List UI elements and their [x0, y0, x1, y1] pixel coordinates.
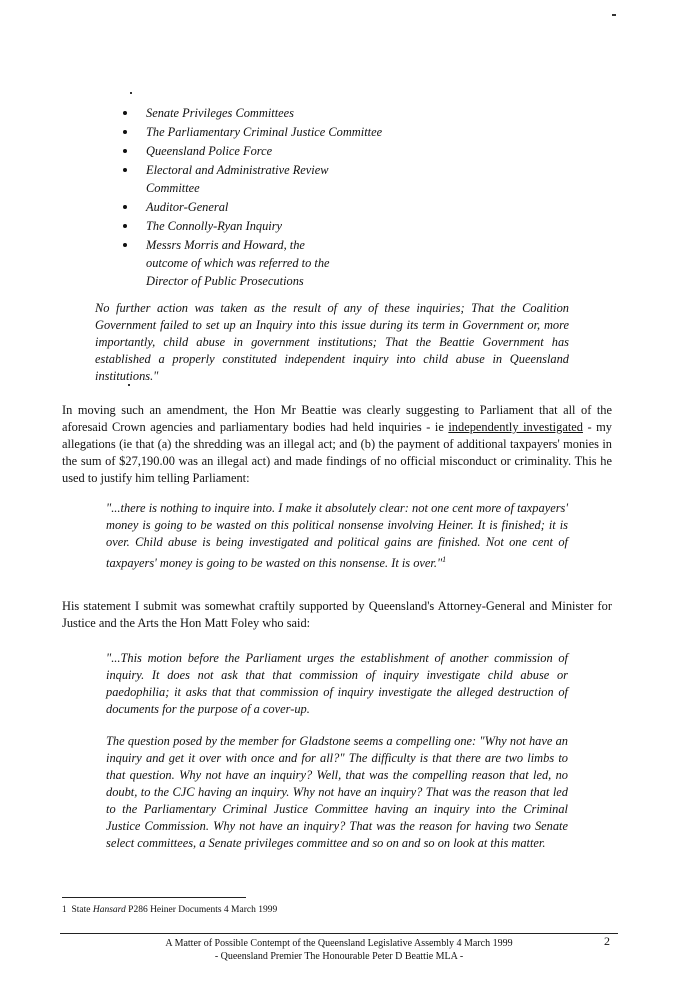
footnote	[62, 903, 277, 916]
bullet-icon	[123, 111, 127, 115]
footnote-text: State	[71, 905, 93, 915]
footnote-divider	[62, 897, 246, 898]
bullet-icon	[123, 149, 127, 153]
list-item	[120, 123, 440, 141]
quote-inquiry-results: No further action was taken as the result of any of these inquiries; That the Coalition Government failed to set up an Inquiry into this issue during its term in Government or, more importantly, child abuse in government institutions; That the Beattie Government has established a properly constituted independent inquiry into child abuse in Queensland institutions."	[95, 301, 569, 383]
footnote-text: P286 Heiner Documents 4 March 1999	[125, 905, 278, 915]
bullet-icon	[123, 168, 127, 172]
bullet-icon	[123, 130, 127, 134]
bullet-icon	[123, 243, 127, 247]
paragraph-text: In moving such an amendment, the Hon Mr Beattie was clearly suggesting to Parliament that all of the aforesaid Crown agencies and parliamentary bodies had held inquiries - ie	[62, 403, 612, 434]
quote-foley-question: The question posed by the member for Gladstone seems a compelling one: "Why not have an inquiry and get it over with once and for all?" The difficulty is that there are two limbs to that question. Why not have an inquiry? Well, that was the compelling reason that led, no doubt, to the CJC having an inquiry. Why not have an inquiry? That was the reason that led to the Parliamentary Criminal Justice Committee having an inquiry into the Criminal Justice Commission. Why not have an inquiry? That was the reason for having two Senate select committees, a Senate privileges committee and so on and so on look at this matter.	[106, 734, 568, 850]
quote-beattie	[106, 500, 568, 572]
list-item	[120, 236, 440, 290]
list-item-label: Queensland Police Force	[146, 144, 273, 158]
paragraph-foley: His statement I submit was somewhat craftily supported by Queensland's Attorney-General and Minister for Justice and the Arts the Hon Matt Foley who said:	[62, 599, 612, 630]
page-footer	[60, 937, 618, 963]
list-item	[120, 142, 440, 160]
list-item-label: Auditor-General	[146, 200, 229, 214]
paragraph-amendment	[62, 402, 612, 487]
list-item-label: Messrs Morris and Howard, the outcome of which was referred to the Director of Public Prosecutions	[146, 238, 330, 288]
scan-mark	[130, 92, 132, 94]
list-item	[120, 217, 440, 235]
paragraph-text: - my allegations (ie that (a) the shredding was an illegal act; and (b) the payment of additional taxpayers' monies in the sum of $27,190.00 was an illegal act) and made findings of no official misconduct or criminality. This he used to justify him telling Parliament:	[62, 420, 612, 485]
list-item	[120, 198, 440, 216]
quote-text: "...there is nothing to inquire into. I make it absolutely clear: not one cent more of taxpayers' money is going to be wasted on this political nonsense involving Heiner. It is finished; it is over. Child abuse is being investigated and political gains are finished. Not one cent of taxpayers' money is going to be wasted on this nonsense. It is over."	[106, 501, 568, 571]
underlined-phrase: independently investigated	[448, 420, 583, 434]
footnote-number: 1	[62, 904, 67, 914]
footnote-ref: 1	[442, 555, 447, 564]
list-item-label: Electoral and Administrative Review Committee	[146, 163, 329, 195]
footer-title: A Matter of Possible Contempt of the Queensland Legislative Assembly 4 March 1999	[165, 938, 513, 949]
list-item	[120, 104, 440, 122]
bullet-icon	[123, 224, 127, 228]
list-item-label: The Parliamentary Criminal Justice Committee	[146, 125, 383, 139]
list-item-label: Senate Privileges Committees	[146, 106, 294, 120]
quote-foley-motion: "...This motion before the Parliament urges the establishment of another commission of inquiry. It does not ask that that commission of inquiry investigate child abuse or paedophilia; it asks that that commission of inquiry investigate the alleged destruction of documents for the purpose of a cover-up.	[106, 651, 568, 716]
page-number: 2	[604, 934, 610, 948]
list-item-label: The Connolly-Ryan Inquiry	[146, 219, 283, 233]
footnote-source: Hansard	[92, 905, 126, 915]
footer-divider	[60, 933, 618, 934]
bullet-icon	[123, 205, 127, 209]
inquiry-list	[120, 104, 440, 291]
list-item	[120, 161, 440, 197]
scan-mark	[612, 14, 616, 16]
footer-subtitle: - Queensland Premier The Honourable Peter D Beattie MLA -	[214, 951, 464, 962]
